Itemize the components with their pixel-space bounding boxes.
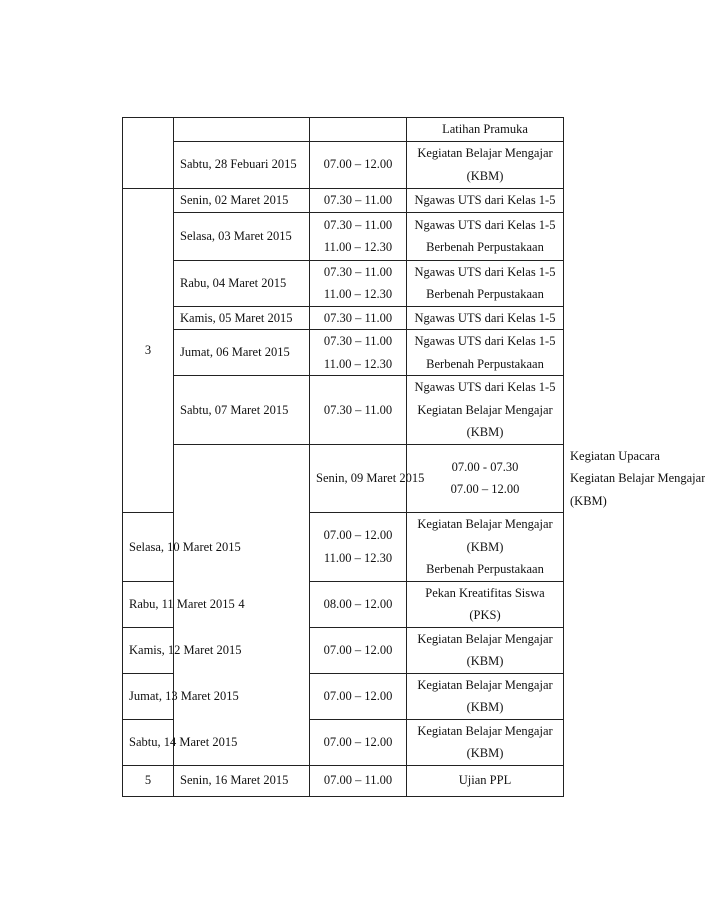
week-cell [123, 118, 174, 189]
week-cell: 5 [123, 765, 174, 796]
date-text: Sabtu, 28 Febuari 2015 [180, 157, 297, 172]
activity-text: Berbenah Perpustakaan [426, 562, 544, 576]
date-text: Senin, 09 Maret 2015 [316, 471, 425, 485]
time-cell [310, 719, 407, 765]
date-text: Rabu, 04 Maret 2015 [180, 275, 287, 290]
activity-cell [407, 627, 564, 673]
time-cell [310, 212, 407, 260]
date-text: Selasa, 10 Maret 2015 [129, 539, 241, 554]
date-cell [174, 306, 310, 330]
time-text: 11.00 – 12.30 [323, 287, 393, 301]
time-cell [310, 306, 407, 330]
time-cell [310, 513, 407, 582]
date-cell [123, 513, 241, 582]
activity-text: (KBM) [466, 425, 504, 439]
date-text: Kamis, 05 Maret 2015 [180, 310, 293, 325]
time-text: 07.30 – 11.00 [323, 192, 393, 207]
date-cell [123, 581, 235, 627]
activity-cell [407, 765, 564, 796]
time-text: 11.00 – 12.30 [323, 356, 393, 371]
date-cell [174, 212, 310, 260]
activity-text: Ngawas UTS dari Kelas 1-5 [414, 310, 556, 325]
activity-text: (KBM) [466, 700, 504, 714]
time-text: 07.30 – 11.00 [323, 402, 393, 417]
activity-cell [407, 673, 564, 719]
date-text: Kamis, 12 Maret 2015 [129, 642, 242, 657]
table-row [123, 330, 564, 376]
table-row [123, 118, 564, 142]
date-cell [123, 627, 242, 673]
activity-text: (KBM) [466, 654, 504, 668]
activity-text: (PKS) [469, 608, 501, 622]
activity-text: Ujian PPL [458, 773, 512, 788]
activity-text: (KBM) [466, 539, 504, 554]
activity-text: Ngawas UTS dari Kelas 1-5 [414, 192, 556, 207]
activity-cell [407, 376, 564, 445]
table-row [123, 306, 564, 330]
date-text: Jumat, 06 Maret 2015 [180, 345, 290, 360]
time-cell [310, 581, 407, 627]
table-row [123, 141, 564, 188]
date-text: Senin, 02 Maret 2015 [180, 192, 289, 207]
activity-text: Kegiatan Belajar Mengajar [417, 677, 553, 692]
time-text: 07.00 – 12.00 [323, 157, 393, 172]
activity-cell [407, 330, 564, 376]
time-cell [310, 141, 407, 188]
activity-text: Kegiatan Belajar Mengajar [417, 631, 553, 646]
time-cell [407, 444, 564, 513]
date-cell [174, 765, 310, 796]
date-cell [174, 260, 310, 306]
activity-cell [407, 141, 564, 188]
table-row [123, 376, 564, 445]
activity-cell [407, 513, 564, 582]
time-text: 07.30 – 11.00 [323, 264, 393, 279]
activity-text: Ngawas UTS dari Kelas 1-5 [414, 334, 556, 348]
activity-cell [407, 719, 564, 765]
activity-text: Ngawas UTS dari Kelas 1-5 [414, 217, 556, 232]
schedule-table [122, 117, 705, 797]
date-text: Sabtu, 14 Maret 2015 [129, 734, 238, 749]
date-text: Jumat, 13 Maret 2015 [129, 688, 239, 703]
activity-text: Berbenah Perpustakaan [426, 287, 544, 301]
activity-text: Latihan Pramuka [442, 122, 528, 136]
activity-text: (KBM) [466, 746, 504, 760]
date-cell [174, 141, 310, 188]
date-cell [310, 444, 425, 513]
time-text: 07.00 - 07.30 [451, 459, 519, 474]
activity-text: Ngawas UTS dari Kelas 1-5 [414, 380, 556, 394]
time-text: 07.00 – 12.00 [450, 482, 520, 497]
activity-text: (KBM) [466, 168, 504, 183]
date-cell [174, 188, 310, 212]
activity-cell [407, 118, 564, 142]
activity-text: Ngawas UTS dari Kelas 1-5 [414, 264, 556, 279]
activity-text: Berbenah Perpustakaan [426, 356, 544, 371]
time-cell [310, 260, 407, 306]
table-row [123, 212, 564, 260]
date-cell [174, 330, 310, 376]
date-text: Sabtu, 07 Maret 2015 [180, 402, 289, 417]
week-cell: 4 [174, 444, 310, 765]
time-text: 07.00 – 12.00 [323, 528, 393, 543]
date-cell [123, 673, 239, 719]
time-text: 07.00 – 12.00 [323, 734, 393, 749]
activity-text: Kegiatan Belajar Mengajar [417, 517, 553, 531]
time-text: 07.30 – 11.00 [323, 217, 393, 232]
activity-cell [407, 581, 564, 627]
time-cell [310, 188, 407, 212]
activity-cell [407, 212, 564, 260]
time-cell [310, 627, 407, 673]
time-cell [310, 376, 407, 445]
activity-text: Pekan Kreatifitas Siswa [425, 585, 545, 600]
activity-text: Kegiatan Belajar Mengajar [417, 723, 553, 738]
time-text: 08.00 – 12.00 [323, 596, 393, 611]
table-row [123, 765, 564, 796]
date-cell [123, 719, 238, 765]
time-text: 11.00 – 12.30 [323, 240, 393, 254]
time-text: 07.30 – 11.00 [323, 310, 393, 325]
time-text: 07.30 – 11.00 [323, 334, 393, 348]
time-cell [310, 118, 407, 142]
time-text: 11.00 – 12.30 [323, 550, 393, 565]
activity-cell [407, 306, 564, 330]
time-text: 07.00 – 11.00 [323, 773, 393, 788]
activity-cell [407, 260, 564, 306]
activity-text: Kegiatan Belajar Mengajar [417, 402, 553, 417]
date-text: Selasa, 03 Maret 2015 [180, 228, 292, 243]
date-text: Senin, 16 Maret 2015 [180, 773, 289, 788]
time-text: 07.00 – 12.00 [323, 688, 393, 703]
date-cell [174, 376, 310, 445]
date-cell [174, 118, 310, 142]
time-cell [310, 765, 407, 796]
schedule-body [123, 118, 705, 797]
table-row: 4 Senin, 09 Maret 2015 07.00 - 07.30 07.00 – 12.00 Kegiatan Upacara Kegiatan Belajar Mengajar (KBM) [123, 444, 564, 513]
time-text: 07.00 – 12.00 [323, 642, 393, 657]
activity-text: Kegiatan Belajar Mengajar [417, 146, 553, 160]
activity-cell [407, 188, 564, 212]
table-row [123, 188, 564, 212]
week-cell: 3 [123, 188, 174, 513]
activity-text: Berbenah Perpustakaan [426, 240, 544, 254]
time-cell [310, 330, 407, 376]
table-row [123, 260, 564, 306]
time-cell [310, 673, 407, 719]
date-text: Rabu, 11 Maret 2015 [129, 596, 235, 611]
